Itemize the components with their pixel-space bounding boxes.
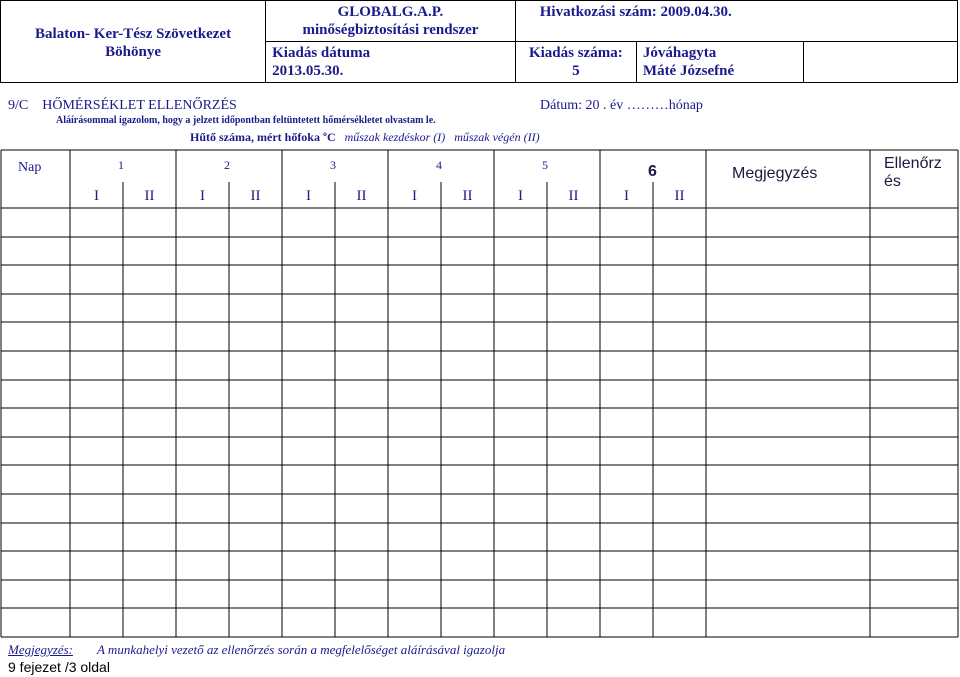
unit-number: 3 — [330, 158, 336, 172]
check-header-line1: Ellenőrz — [884, 155, 942, 172]
shift-label: I — [94, 188, 99, 204]
shift-label: I — [306, 188, 311, 204]
date-line: Dátum: 20 . év ………hónap — [540, 98, 703, 113]
check-column-header — [884, 155, 942, 191]
page-reference: 9 fejezet /3 oldal — [8, 659, 110, 675]
footer-remark-text: A munkahelyi vezető az ellenőrzés során a megfelelőséget aláírásával igazolja — [96, 642, 506, 657]
shift-label: II — [462, 188, 473, 204]
shift-label: II — [356, 188, 367, 204]
subheader-shift-start: műszak kezdéskor (I) — [344, 130, 446, 144]
shift-label: I — [200, 188, 205, 204]
approved-value: Máté Józsefné — [642, 63, 735, 79]
form-title-text: HŐMÉRSÉKLET ELLENŐRZÉS — [42, 98, 237, 113]
check-header-line2: és — [884, 173, 901, 190]
system-name: GLOBALG.A.P. — [337, 4, 444, 20]
subheader-shift-end: műszak végén (II) — [454, 130, 540, 144]
shift-label: I — [412, 188, 417, 204]
remarks-column-header: Megjegyzés — [732, 165, 818, 182]
unit-number: 1 — [118, 158, 124, 172]
unit-number: 2 — [224, 158, 230, 172]
issue-date-label: Kiadás dátuma — [272, 45, 371, 61]
shift-label: II — [144, 188, 155, 204]
unit-number: 6 — [648, 163, 657, 180]
shift-label: II — [674, 188, 685, 204]
signature-notice: Aláírásommal igazolom, hogy a jelzett időpontban feltüntetett hőmérsékletet olvastam le. — [56, 115, 436, 126]
shift-label: I — [624, 188, 629, 204]
system-subtitle: minőségbiztosítási rendszer — [302, 22, 479, 38]
reference-number: Hivatkozási szám: 2009.04.30. — [539, 4, 732, 20]
footer-remark-label: Megjegyzés: — [8, 642, 73, 657]
subheader-main: Hűtő száma, mért hőfoka ºC — [190, 130, 336, 144]
shift-label: I — [518, 188, 523, 204]
day-column-header: Nap — [18, 160, 42, 175]
issue-date-value: 2013.05.30. — [272, 63, 344, 79]
unit-number: 4 — [436, 158, 442, 172]
approved-label: Jóváhagyta — [642, 45, 717, 61]
unit-number: 5 — [542, 158, 548, 172]
company-name: Balaton- Ker-Tész Szövetkezet — [35, 25, 232, 42]
issue-number-value: 5 — [572, 63, 580, 79]
shift-label: II — [568, 188, 579, 204]
form-code: 9/C — [8, 98, 29, 113]
footer-remark — [8, 642, 505, 658]
issue-number-label: Kiadás száma: — [528, 45, 623, 61]
company-city: Böhönye — [105, 43, 161, 60]
shift-label: II — [250, 188, 261, 204]
